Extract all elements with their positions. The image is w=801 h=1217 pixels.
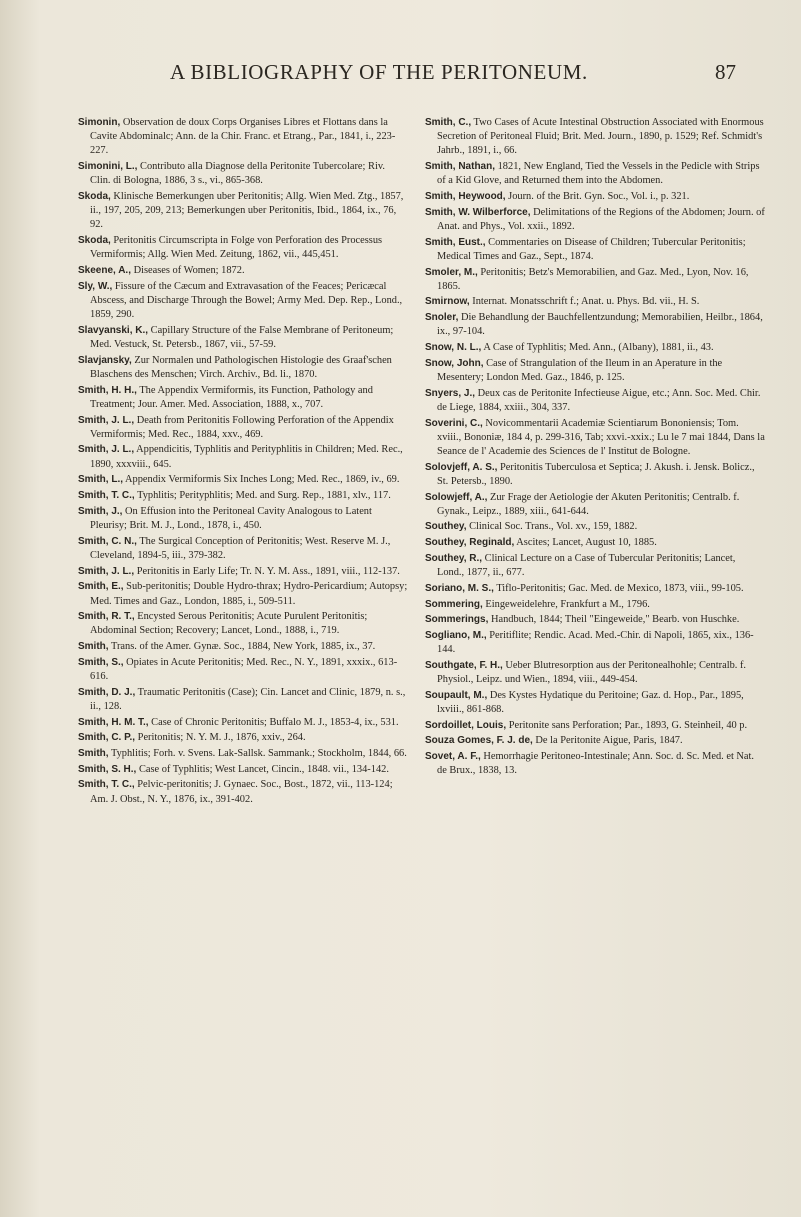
entry-author: Smirnow, [425,296,470,308]
entry-citation: Des Kystes Hydatique du Peritoine; Gaz. d. Hop., Par., 1895, lxviii., 861-868. [437,689,744,715]
entry-author: Smith, S. H., [78,763,137,775]
bibliography-entry [425,734,765,748]
bibliography-entry [78,354,408,382]
entry-author: Solovjeff, A. S., [425,461,498,473]
entry-author: Skeene, A., [78,265,131,277]
bibliography-entry [425,266,765,294]
entry-author: Smith, H. M. T., [78,716,149,728]
entry-author: Smith, J. L., [78,444,135,456]
entry-author: Smith, J., [78,505,123,517]
entry-citation: The Surgical Conception of Peritonitis; West. Reserve M. J., Cleveland, 1894-5, iii., 379-382. [90,535,391,561]
entry-citation: Clinical Soc. Trans., Vol. xv., 159, 1882. [466,521,638,533]
entry-author: Smith, R. T., [78,611,135,623]
entry-citation: Appendix Vermiformis Six Inches Long; Med. Rec., 1869, iv., 69. [123,474,400,486]
bibliography-entry [78,747,408,761]
entry-author: Southey, R., [425,552,483,564]
entry-author: Snyers, J., [425,387,476,399]
entry-citation: Tiflo-Peritonitis; Gac. Med. de Mexico, 1873, viii., 99-105. [493,582,744,594]
entry-author: Smith, L., [78,474,123,486]
entry-author: Smith, C. N., [78,535,137,547]
entry-citation: Typhlitis; Perityphlitis; Med. and Surg. Rep., 1881, xlv., 117. [134,490,391,502]
entry-citation: Case of Typhlitis; West Lancet, Cincin., 1848. vii., 134-142. [136,763,389,775]
bibliography-entry [78,190,408,233]
bibliography-entry [78,686,408,714]
bibliography-entry [425,598,765,612]
bibliography-entry [425,613,765,627]
entry-author: Smith, [78,748,109,760]
entry-citation: Handbuch, 1844; Theil "Eingeweide," Bearb. von Huschke. [488,614,740,626]
entry-author: Skoda, [78,191,111,203]
bibliography-entry [425,536,765,550]
entry-citation: The Appendix Vermiformis, its Function, Pathology and Treatment; Jour. Amer. Med. Association, 1888, x., 707. [90,384,373,410]
bibliography-entry [78,565,408,579]
entry-citation: Ascites; Lancet, August 10, 1885. [514,537,657,549]
entry-author: Smoler, M., [425,266,478,278]
bibliography-entry [425,491,765,519]
bibliography-entry [78,580,408,608]
entry-author: Smith, C. P., [78,732,136,744]
bibliography-entry [425,417,765,460]
entry-author: Soverini, C., [425,417,483,429]
bibliography-entry [78,443,408,471]
bibliography-entry [425,552,765,580]
entry-citation: Ueber Blutresorption aus der Peritonealhohle; Centralb. f. Physiol., Leipz. und Wien., 1894, viii., 449-454. [437,659,747,686]
entry-citation: Clinical Lecture on a Case of Tubercular Peritonitis; Lancet, Lond., 1877, ii., 677. [437,552,736,579]
bibliography-entry [78,716,408,730]
bibliography-entry [425,295,765,309]
entry-author: Smith, T. C., [78,490,135,502]
entry-author: Southey, [425,521,467,533]
left-column [78,116,408,808]
entry-author: Sommering, [425,598,483,610]
bibliography-entry [78,384,408,412]
entry-citation: Delimitations of the Regions of the Abdomen; Journ. of Anat. and Phys., Vol. xxii., 1892. [437,206,765,232]
entry-author: Simonin, [78,117,121,128]
bibliography-entry [78,505,408,533]
entry-author: Smith, T. C., [78,779,135,791]
entry-citation: Internat. Monatsschrift f.; Anat. u. Phys. Bd. vii., H. S. [469,296,700,308]
entry-citation: Fissure of the Cæcum and Extravasation of the Feaces; Pericæcal Abscess, and Discharge Through the Bowel; Army Med. Dep. Rep., Lond., 1859, 290. [90,280,403,321]
entry-citation: Encysted Serous Peritonitis; Acute Purulent Peritonitis; Abdominal Section; Recovery; Lancet, Lond., 1888, i., 719. [90,611,368,637]
entry-citation: Trans. of the Amer. Gynæ. Soc., 1884, New York, 1885, ix., 37. [108,641,376,653]
entry-citation: Commentaries on Disease of Children; Tubercular Peritonitis; Medical Times and Gaz., Sept., 1874. [437,236,746,262]
bibliography-entry [425,206,765,234]
entry-citation: On Effusion into the Peritoneal Cavity Analogous to Latent Pleurisy; Brit. M. J., Lond., 1878, i., 450. [90,505,372,531]
bibliography-entry [78,731,408,745]
entry-citation: Contributo alla Diagnose della Peritonite Tubercolare; Riv. Clin. di Bologna, 1886, 3 s., vi., 865-368. [90,161,385,187]
entry-author: Slavyanski, K., [78,324,149,336]
entry-author: Sordoillet, Louis, [425,719,507,731]
entry-citation: Hemorrhagie Peritoneo-Intestinale; Ann. Soc. d. Sc. Med. et Nat. de Brux., 1838, 13. [437,751,755,777]
bibliography-entry [78,763,408,777]
entry-author: Sly, W., [78,280,113,292]
bibliography-entry [425,357,765,385]
entry-citation: Die Behandlung der Bauchfellentzundung; Memorabilien, Heilbr., 1864, ix., 97-104. [437,312,763,338]
entry-citation: Peritonitis Circumscripta in Folge von Perforation des Processus Vermiformis; Allg. Wien Med. Zeitung, 1862, vii., 445,451. [90,235,383,261]
entry-citation: 1821, New England, Tied the Vessels in the Pedicle with Strips of a Kid Glove, and Returned them into the Abdomen. [437,161,760,187]
bibliography-entry [78,414,408,442]
entry-citation: Peritiflite; Rendic. Acad. Med.-Chir. di Napoli, 1865, xix., 136-144. [437,629,754,656]
bibliography-entry [425,387,765,415]
bibliography-entry [78,610,408,638]
entry-citation: Peritonitis Tuberculosa et Septica; J. Akush. i. Jensk. Bolicz., St. Petersb., 1890. [437,461,755,487]
entry-author: Smith, J. L., [78,565,135,577]
bibliography-entry [425,629,765,657]
bibliography-entry [425,659,765,687]
bibliography-entry [78,656,408,684]
bibliography-entry [78,535,408,563]
entry-author: Smith, H. H., [78,384,137,396]
entry-citation: Peritonitis; N. Y. M. J., 1876, xxiv., 264. [135,732,306,744]
entry-author: Smith, J. L., [78,414,135,426]
bibliography-entry [425,116,765,159]
bibliography-entry [425,689,765,717]
bibliography-entry [425,750,765,778]
entry-author: Snoler, [425,312,459,324]
bibliography-entry [425,582,765,596]
bibliography-entry [78,473,408,487]
entry-citation: Deux cas de Peritonite Infectieuse Aigue, etc.; Ann. Soc. Med. Chir. de Liege, 1884, xxiii., 304, 337. [437,387,761,413]
entry-citation: Diseases of Women; 1872. [131,265,245,277]
bibliography-entry [78,640,408,654]
entry-citation: Zur Frage der Aetiologie der Akuten Peritonitis; Centralb. f. Gynak., Leipz., 1889, xiii., 641-644. [437,491,740,517]
entry-author: Smith, Nathan, [425,161,496,173]
entry-author: Smith, W. Wilberforce, [425,206,531,218]
entry-author: Smith, D. J., [78,686,136,698]
entry-citation: Traumatic Peritonitis (Case); Cin. Lancet and Clinic, 1879, n. s., ii., 128. [90,686,406,712]
entry-citation: Peritonitis in Early Life; Tr. N. Y. M. Ass., 1891, viii., 112-137. [134,565,400,577]
bibliography-entry [78,489,408,503]
entry-citation: Case of Strangulation of the Ileum in an Aperature in the Mesentery; London Med. Gaz., 1846, p. 125. [437,357,723,383]
bibliography-entry [78,264,408,278]
entry-author: Snow, John, [425,357,484,369]
entry-citation: Appendicitis, Typhlitis and Perityphlitis in Children; Med. Rec., 1890, xxxviii., 645. [90,444,403,470]
entry-citation: Klinische Bemerkungen uber Peritonitis; Allg. Wien Med. Ztg., 1857, ii., 197, 205, 209, 213; Bemerkungen uber Peritonitis, Ibid., 1864, ix., 76, 92. [90,191,404,231]
entry-author: Slavjansky, [78,354,132,366]
right-column [425,116,765,780]
entry-citation: Sub-peritonitis; Double Hydro-thrax; Hydro-Pericardium; Autopsy; Med. Times and Gaz., London, 1885, i., 509-511. [90,581,408,607]
entry-author: Smith, Heywood, [425,191,506,203]
entry-author: Soriano, M. S., [425,582,494,594]
running-title: A BIBLIOGRAPHY OF THE PERITONEUM. [170,60,588,84]
entry-author: Smith, [78,641,109,653]
entry-citation: Peritonitis; Betz's Memorabilien, and Gaz. Med., Lyon, Nov. 16, 1865. [437,266,749,292]
bibliography-entry [425,311,765,339]
entry-citation: Peritonite sans Perforation; Par., 1893, G. Steinheil, 40 p. [506,719,748,731]
entry-citation: Journ. of the Brit. Gyn. Soc., Vol. i., p. 321. [505,191,690,203]
bibliography-entry [425,341,765,355]
entry-author: Sogliano, M., [425,629,487,641]
entry-author: Smith, E., [78,581,124,593]
entry-citation: Eingeweidelehre, Frankfurt a M., 1796. [482,598,650,610]
bibliography-entry [78,234,408,262]
bibliography-entry [425,520,765,534]
entry-citation: Opiates in Acute Peritonitis; Med. Rec., N. Y., 1891, xxxix., 613-616. [90,656,398,683]
bibliography-entry [78,116,408,159]
entry-citation: Observation de doux Corps Organises Libres et Flottans dans la Cavite Abdominalc; Ann. de la Chir. Franc. et Etrang., Par., 1841, i., 223-227. [90,117,396,157]
bibliography-entry [78,778,408,806]
bibliography-entry [425,160,765,188]
entry-author: Solowjeff, A., [425,491,488,503]
entry-citation: Capillary Structure of the False Membrane of Peritoneum; Med. Vestuck, St. Petersb., 1867, vii., 57-59. [90,324,394,351]
entry-citation: Case of Chronic Peritonitis; Buffalo M. J., 1853-4, ix., 531. [148,716,399,728]
entry-author: Snow, N. L., [425,342,482,354]
bibliography-entry [78,324,408,352]
entry-author: Soupault, M., [425,689,488,701]
entry-author: Simonini, L., [78,161,138,173]
entry-citation: A Case of Typhlitis; Med. Ann., (Albany), 1881, ii., 43. [481,342,714,354]
bibliography-entry [425,190,765,204]
entry-author: Smith, S., [78,656,124,668]
entry-citation: Zur Normalen und Pathologischen Histologie des Graaf'schen Blaschens des Menschen; Virch. Archiv., Bd. li., 1870. [90,354,392,380]
entry-author: Southey, Reginald, [425,537,515,549]
page-number: 87 [715,60,736,84]
bibliography-entry [78,160,408,188]
entry-author: Skoda, [78,235,111,247]
bibliography-entry [425,461,765,489]
entry-author: Smith, Eust., [425,236,486,248]
entry-author: Southgate, F. H., [425,659,503,671]
entry-citation: Two Cases of Acute Intestinal Obstruction Associated with Enormous Secretion of Peritoneal Fluid; Brit. Med. Journ., 1890, p. 1529; Ref. Schmidt's Jahrb., 1891, i., 66. [437,117,764,157]
page-header [0,60,801,92]
entry-citation: Novicommentarii Academiæ Scientiarum Bononiensis; Tom. xviii., Bononiæ, 184 4, p. 299-316, Tab; xxvi.-xxix.; Lu le 7 mai 1844, Dans la Seance de l' Academie des Sciences de l' Institut de Bologne. [437,417,765,457]
bibliography-entry [425,236,765,264]
entry-citation: Pelvic-peritonitis; J. Gynaec. Soc., Bost., 1872, vii., 113-124; Am. J. Obst., N. Y., 1876, ix., 391-402. [90,779,393,805]
entry-author: Sommerings, [425,614,489,626]
entry-citation: Death from Peritonitis Following Perforation of the Appendix Vermiformis; Med. Rec., 1884, xxv., 469. [90,414,394,440]
bibliography-entry [425,719,765,733]
bibliography-entry [78,280,408,323]
entry-author: Sovet, A. F., [425,751,481,763]
entry-author: Souza Gomes, F. J. de, [425,735,533,747]
entry-author: Smith, C., [425,117,472,128]
entry-citation: Typhlitis; Forh. v. Svens. Lak-Sallsk. Sammank.; Stockholm, 1844, 66. [108,748,407,760]
entry-citation: De la Peritonite Aigue, Paris, 1847. [532,735,683,747]
